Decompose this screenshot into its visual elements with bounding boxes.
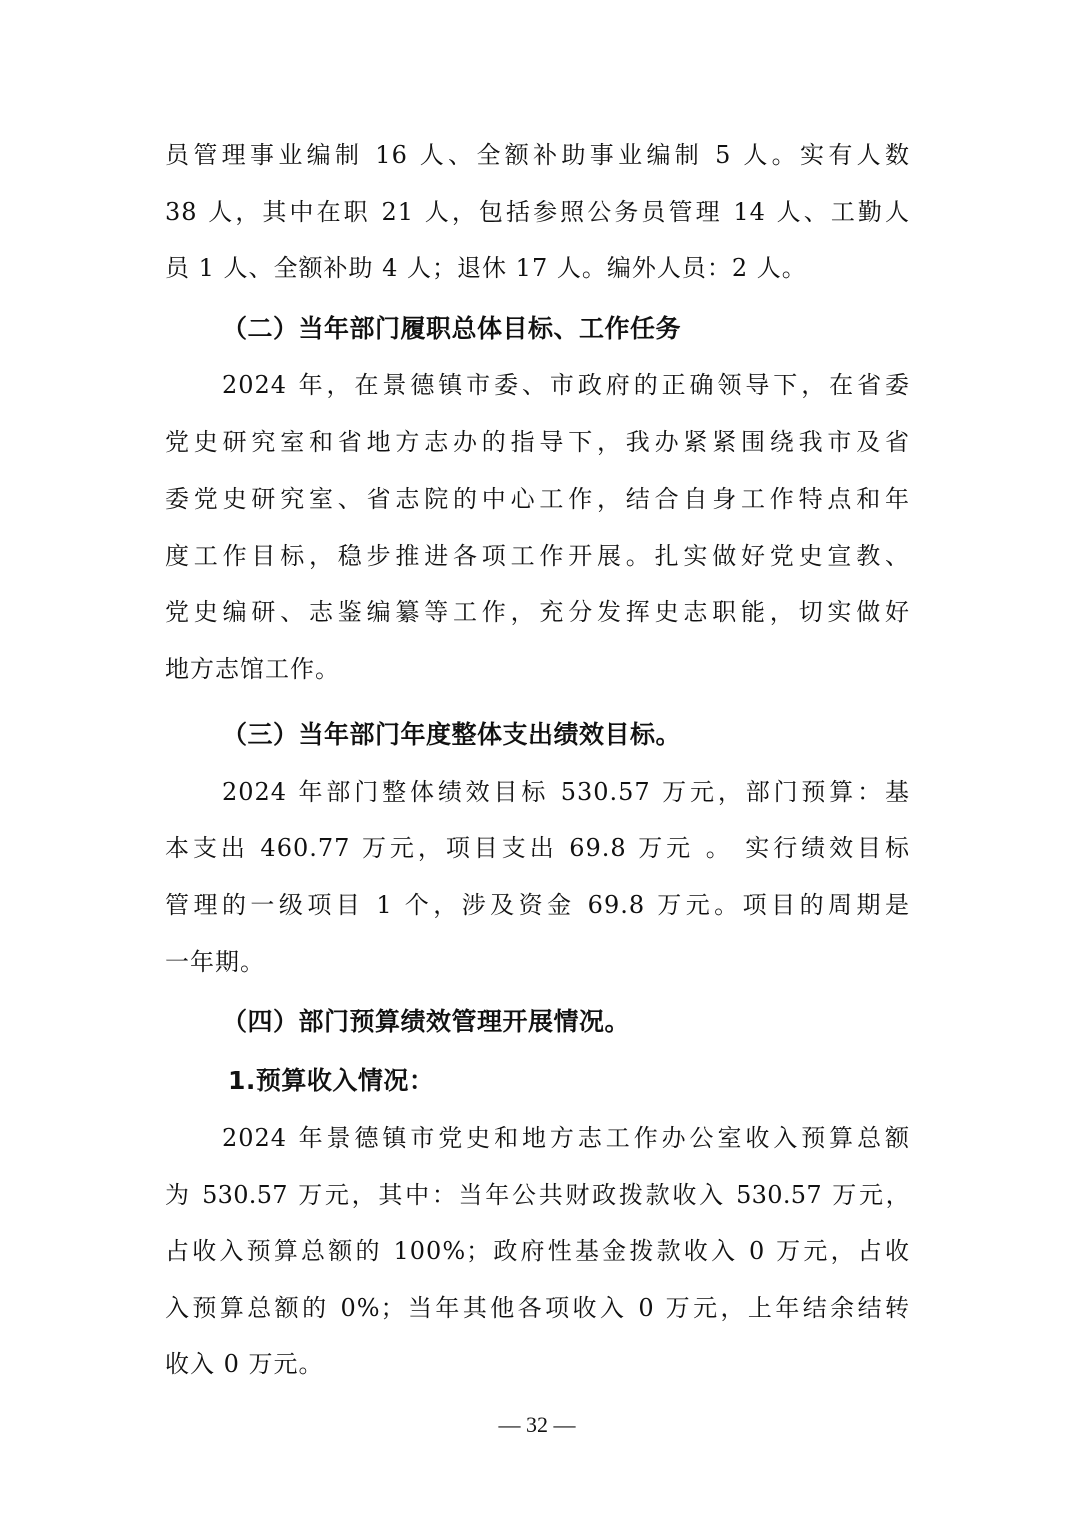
paragraph-line: 地方志馆工作。 (165, 655, 340, 683)
paragraph-line: 38 人，其中在职 21 人，包括参照公务员管理 14 人、工勤人 (165, 198, 910, 226)
paragraph-line: 管理的一级项目 1 个，涉及资金 69.8 万元。项目的周期是 (165, 891, 910, 919)
paragraph-line: 2024 年部门整体绩效目标 530.57 万元，部门预算：基 (222, 778, 910, 806)
paragraph-line: 2024 年景德镇市党史和地方志工作办公室收入预算总额 (222, 1124, 910, 1152)
section-heading-3: （三）当年部门年度整体支出绩效目标。 (222, 720, 682, 749)
subsection-heading: 1.预算收入情况： (228, 1066, 435, 1095)
paragraph-line: 为 530.57 万元，其中：当年公共财政拨款收入 530.57 万元， (165, 1181, 910, 1209)
section-heading-2: （二）当年部门履职总体目标、工作任务 (222, 314, 682, 343)
paragraph-line: 党史研究室和省地方志办的指导下，我办紧紧围绕我市及省 (165, 428, 910, 456)
paragraph-line: 党史编研、志鉴编纂等工作，充分发挥史志职能，切实做好 (165, 598, 910, 626)
paragraph-line: 一年期。 (165, 948, 265, 976)
paragraph-line: 委党史研究室、省志院的中心工作，结合自身工作特点和年 (165, 485, 910, 513)
paragraph-line: 收入 0 万元。 (165, 1350, 324, 1378)
paragraph-line: 员 1 人、全额补助 4 人；退休 17 人。编外人员：2 人。 (165, 254, 807, 282)
paragraph-line: 员管理事业编制 16 人、全额补助事业编制 5 人。实有人数 (165, 141, 910, 169)
page-number: — 32 — (498, 1412, 576, 1437)
section-heading-4: （四）部门预算绩效管理开展情况。 (222, 1007, 631, 1036)
paragraph-line: 占收入预算总额的 100%；政府性基金拨款收入 0 万元，占收 (165, 1237, 910, 1265)
paragraph-line: 2024 年，在景德镇市委、市政府的正确领导下，在省委 (222, 371, 910, 399)
paragraph-line: 本支出 460.77 万元，项目支出 69.8 万元 。 实行绩效目标 (165, 834, 910, 862)
paragraph-line: 入预算总额的 0%；当年其他各项收入 0 万元，上年结余结转 (165, 1294, 910, 1322)
paragraph-line: 度工作目标，稳步推进各项工作开展。扎实做好党史宣教、 (165, 542, 910, 570)
